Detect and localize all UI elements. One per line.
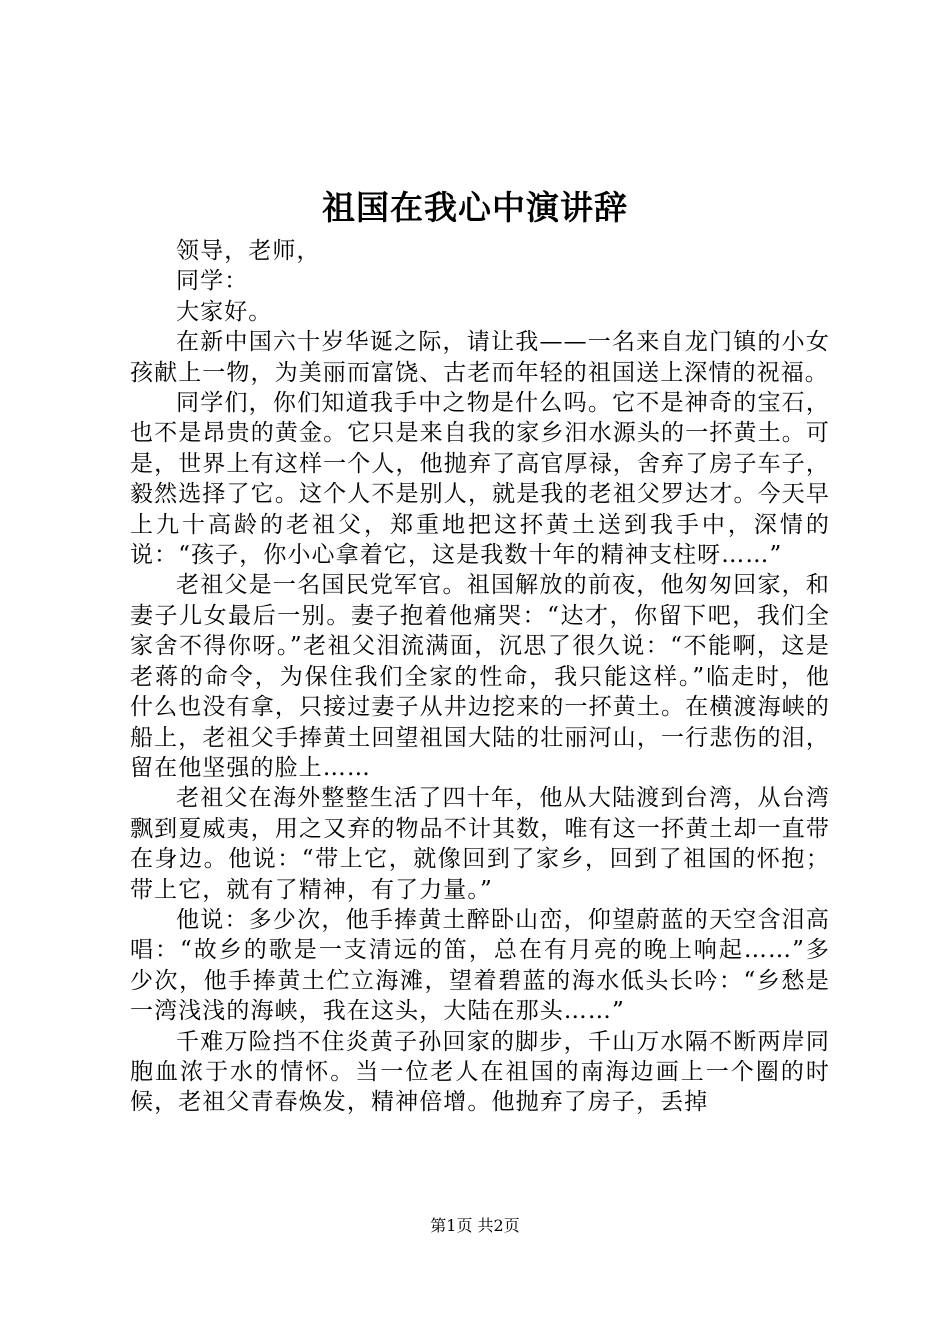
paragraph: 同学们，你们知道我手中之物是什么吗。它不是神奇的宝石，也不是昂贵的黄金。它只是来自我的家乡汨水源头的一抔黄土。可是，世界上有这样一个人，他抛弃了高官厚禄，舍弃了房子车子，毅然选择了它。这个人不是别人，就是我的老祖父罗达才。今天早上九十高龄的老祖父，郑重地把这抔黄土送到我手中，深情的说：“孩子，你小心拿着它，这是我数十年的精神支柱呀……” <box>130 390 830 569</box>
document-body <box>130 236 830 1118</box>
paragraph: 他说：多少次，他手捧黄土醉卧山峦，仰望蔚蓝的天空含泪高唱：“故乡的歌是一支清远的笛，总在有月亮的晚上响起……”多少次，他手捧黄土伫立海滩，望着碧蓝的海水低头长吟：“乡愁是一湾浅浅的海峡，我在这头，大陆在那头……” <box>130 906 830 1025</box>
paragraph-salutation-1: 领导，老师， <box>176 238 321 264</box>
paragraph-salutation-2: 同学： <box>176 268 249 295</box>
document-title: 祖国在我心中演讲辞 <box>322 188 628 227</box>
paragraph: 老祖父是一名国民党军官。祖国解放的前夜，他匆匆回家，和妻子儿女最后一别。妻子抱着他痛哭：“达才，你留下吧，我们全家舍不得你呀。”老祖父泪流满面，沉思了很久说：“不能啊，这是老蒋的命令，为保住我们全家的性命，我只能这样。”临走时，他什么也没有拿，只接过妻子从井边挖来的一抔黄土。在横渡海峡的船上，老祖父手捧黄土回望祖国大陆的壮丽河山，一行悲伤的泪，留在他坚强的脸上…… <box>130 572 830 781</box>
paragraph: 千难万险挡不住炎黄子孙回家的脚步，千山万水隔不断两岸同胞血浓于水的情怀。当一位老人在祖国的南海边画上一个圈的时候，老祖父青春焕发，精神倍增。他抛弃了房子，丢掉 <box>130 1028 830 1116</box>
paragraph-greeting: 大家好。 <box>176 298 273 325</box>
page-number-footer: 第1页 共2页 <box>430 1216 520 1235</box>
paragraph: 老祖父在海外整整生活了四十年，他从大陆渡到台湾，从台湾飘到夏威夷，用之又弃的物品不计其数，唯有这一抔黄土却一直带在身边。他说：“带上它，就像回到了家乡，回到了祖国的怀抱；带上它，就有了精神，有了力量。” <box>130 785 830 903</box>
paragraph: 在新中国六十岁华诞之际，请让我——一名来自龙门镇的小女孩献上一物，为美丽而富饶、古老而年轻的祖国送上深情的祝福。 <box>130 329 830 386</box>
